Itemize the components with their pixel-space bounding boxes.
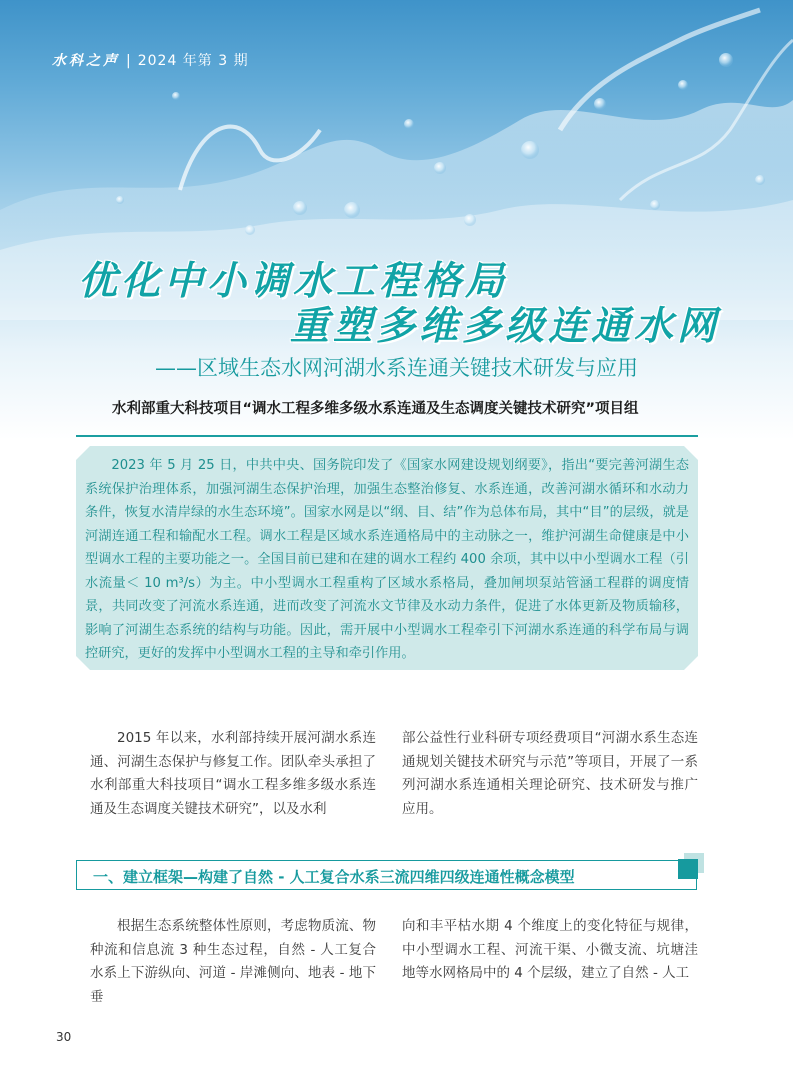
section-square-marker: [678, 859, 698, 879]
title-line-2: 重塑多维多级连通水网: [290, 304, 721, 349]
header-separator: |: [126, 53, 132, 69]
divider-rule: [76, 435, 698, 437]
body-paragraph-2-left: 根据生态系统整体性原则，考虑物质流、物种流和信息流 3 种生态过程，自然 - 人工复合水系上下游纵向、河道 - 岸滩侧向、地表 - 地下垂: [90, 918, 376, 1005]
body-paragraph-2-right: 向和丰平枯水期 4 个维度上的变化特征与规律，中小型调水工程、河流干渠、小微支流、坑塘洼地等水网格局中的 4 个层级，建立了自然 - 人工: [402, 918, 698, 981]
title-line-1: 优化中小调水工程格局: [78, 259, 509, 304]
page-number: 30: [56, 1030, 72, 1044]
section-heading-box: [76, 860, 697, 890]
issue-header: [52, 50, 249, 70]
abstract-text: 2023 年 5 月 25 日，中共中央、国务院印发了《国家水网建设规划纲要》，指出“要完善河湖生态系统保护治理体系，加强河湖生态保护治理，加强生态整治修复、水系连通，改善河湖水循环和水动力条件，恢复水清岸绿的水生态环境”。国家水网是以“纲、目、结”作为总体布局，其中“目”的层级，就是河湖连通工程和输配水工程。调水工程是区域水系连通格局中的主动脉之一，维护河湖生命健康是中小型调水工程的主要功能之一。全国目前已建和在建的调水工程约 400 余项，其中以中小型调水工程（引水流量＜ 10 m³/s）为主。中小型调水工程重构了区域水系格局，叠加闸坝泵站管涵工程群的调度情景，共同改变了河流水系连通，进而改变了河流水文节律及水动力条件，促进了水体更新及物质输移，影响了河湖生态系统的结构与功能。因此，需开展中小型调水工程牵引下河湖水系连通的科学布局与调控研究，更好的发挥中小型调水工程的主导和牵引作用。: [85, 458, 689, 661]
subtitle: ——区域生态水网河湖水系连通关键技术研发与应用: [155, 356, 638, 380]
body-paragraph-1-left: 2015 年以来，水利部持续开展河湖水系连通、河湖生态保护与修复工作。团队牵头承担了水利部重大科技项目“调水工程多维多级水系连通及生态调度关键技术研究”，以及水利: [90, 730, 376, 817]
project-group-byline: 水利部重大科技项目“调水工程多维多级水系连通及生态调度关键技术研究”项目组: [112, 401, 639, 417]
magazine-name: 水科之声: [52, 53, 120, 69]
section-heading-1: 一、建立框架—构建了自然 - 人工复合水系三流四维四级连通性概念模型: [93, 868, 575, 886]
body-paragraph-1-right: 部公益性行业科研专项经费项目“河湖水系生态连通规划关键技术研究与示范”等项目，开展了一系列河湖水系连通相关理论研究、技术研发与推广应用。: [402, 730, 698, 817]
abstract-box: [76, 446, 698, 670]
issue-number: 2024 年第 3 期: [137, 53, 249, 69]
